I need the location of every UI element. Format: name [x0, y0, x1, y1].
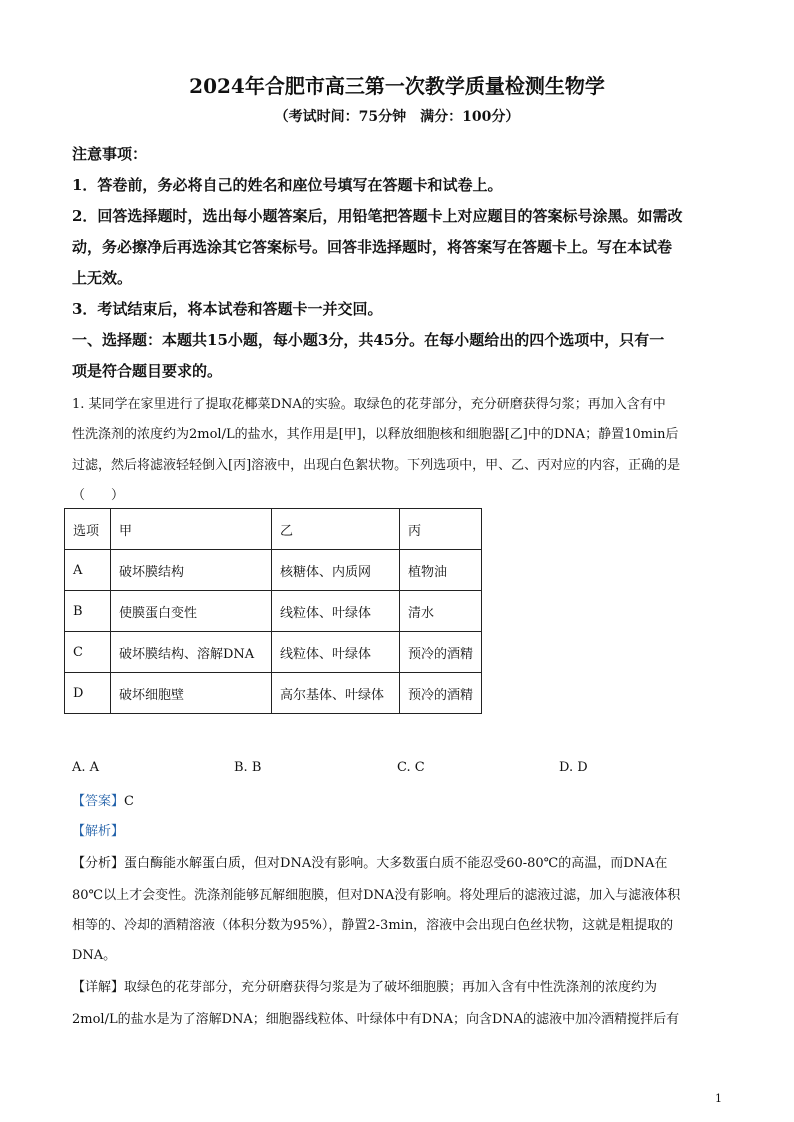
table-cell: A [65, 550, 111, 591]
table-cell: B [65, 591, 111, 632]
notice-line: 动，务必擦净后再选涂其它答案标号。回答非选择题时，将答案写在答题卡上。写在本试卷 [72, 238, 673, 256]
page-number: 1 [715, 1092, 722, 1105]
table-header-cell: 丙 [400, 509, 482, 550]
detail-text: 取绿色的花芽部分，充分研磨获得匀浆是为了破坏细胞膜；再加入含有中性洗涤剂的浓度约为 [124, 980, 658, 995]
notice-heading: 注意事项： [72, 145, 148, 163]
answer-value: C [124, 794, 134, 809]
table-header-row [65, 509, 482, 550]
table-cell: 破坏膜结构 [111, 550, 272, 591]
question-stem: 性洗涤剂的浓度约为2mol/L的盐水，其作用是[甲]，以释放细胞核和细胞器[乙]中的DNA；静置10min后 [72, 427, 679, 442]
question-stem: 过滤，然后将滤液轻轻倒入[丙]溶液中，出现白色絮状物。下列选项中，甲、乙、丙对应的内容，正确的是 [72, 458, 681, 473]
exam-info: （考试时间：75分钟 满分：100分） [274, 109, 520, 125]
table-cell: 植物油 [400, 550, 482, 591]
detail-line [72, 976, 657, 995]
analysis-line: 相等的、冷却的酒精溶液（体积分数为95%），静置2-3min，溶液中会出现白色丝状物，这就是粗提取的 [72, 918, 674, 933]
table-header-cell: 乙 [272, 509, 400, 550]
option-c: C. C [397, 760, 425, 775]
table-cell: 线粒体、叶绿体 [272, 632, 400, 673]
table-cell: 核糖体、内质网 [272, 550, 400, 591]
table-header-cell: 选项 [65, 509, 111, 550]
table-header-cell: 甲 [111, 509, 272, 550]
notice-line: 3．考试结束后，将本试卷和答题卡一并交回。 [72, 300, 383, 318]
notice-line: 1．答卷前，务必将自己的姓名和座位号填写在答题卡和试卷上。 [72, 176, 503, 194]
page-title: 2024年合肥市高三第一次教学质量检测生物学 [189, 74, 605, 98]
table-row [65, 673, 482, 714]
table-cell: D [65, 673, 111, 714]
notice-line: 上无效。 [72, 269, 133, 287]
xiangjie-label: 【详解】 [72, 980, 125, 995]
table-cell: 预冷的酒精 [400, 673, 482, 714]
answer-label: 【答案】 [72, 794, 125, 809]
table-cell: 线粒体、叶绿体 [272, 591, 400, 632]
option-b: B. B [234, 760, 262, 775]
analysis-line [72, 852, 667, 871]
table-cell: C [65, 632, 111, 673]
question-stem: （ ） [72, 488, 125, 503]
options-table [64, 508, 482, 714]
table-cell: 破坏膜结构、溶解DNA [111, 632, 272, 673]
question-stem: 1. 某同学在家里进行了提取花椰菜DNA的实验。取绿色的花芽部分，充分研磨获得匀浆；再加入含有中 [72, 397, 666, 412]
notice-line: 2．回答选择题时，选出每小题答案后，用铅笔把答题卡上对应题目的答案标号涂黑。如需改 [72, 207, 683, 225]
table-cell: 预冷的酒精 [400, 632, 482, 673]
detail-line: 2mol/L的盐水是为了溶解DNA；细胞器线粒体、叶绿体中有DNA；向含DNA的滤液中加冷酒精搅拌后有 [72, 1012, 680, 1027]
table-row [65, 591, 482, 632]
answer-line [72, 790, 134, 809]
table-row [65, 550, 482, 591]
analysis-line: DNA。 [72, 948, 117, 963]
table-cell: 清水 [400, 591, 482, 632]
option-a: A. A [72, 760, 100, 775]
analysis-line: 80℃以上才会变性。洗涤剂能够瓦解细胞膜，但对DNA没有影响。将处理后的滤液过滤，加入与滤液体积 [72, 888, 681, 903]
section-heading: 项是符合题目要求的。 [72, 362, 223, 380]
section-heading: 一、选择题：本题共15小题，每小题3分，共45分。在每小题给出的四个选项中，只有一 [72, 331, 665, 349]
table-cell: 使膜蛋白变性 [111, 591, 272, 632]
table-cell: 高尔基体、叶绿体 [272, 673, 400, 714]
table-row [65, 632, 482, 673]
table-cell: 破坏细胞壁 [111, 673, 272, 714]
analysis-label: 【解析】 [72, 824, 125, 839]
fenxi-label: 【分析】 [72, 856, 125, 871]
analysis-text: 蛋白酶能水解蛋白质，但对DNA没有影响。大多数蛋白质不能忍受60-80℃的高温，而DNA在 [124, 856, 668, 871]
option-d: D. D [559, 760, 588, 775]
